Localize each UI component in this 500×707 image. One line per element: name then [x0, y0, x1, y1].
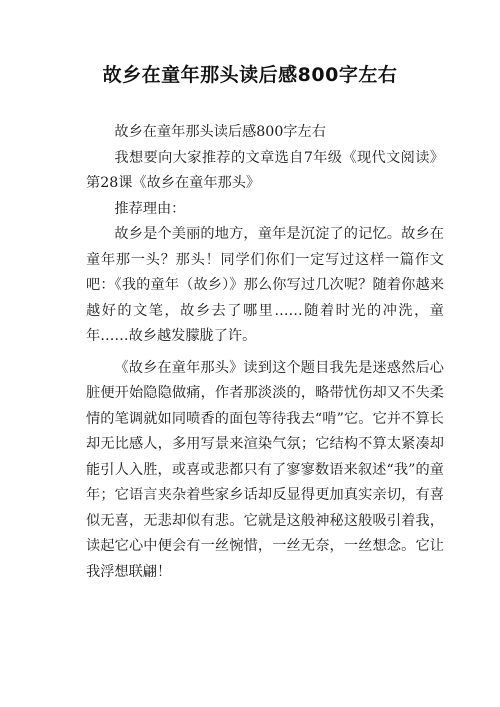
paragraph-recommendation-source: 我想要向大家推荐的文章选自7年级《现代文阅读》第28课《故乡在童年那头》: [86, 149, 444, 191]
paragraph-reason-heading: 推荐理由：: [114, 200, 186, 217]
paragraph-subtitle: 故乡在童年那头读后感800字左右: [114, 124, 326, 140]
document-title: 故乡在童年那头读后感800字左右: [102, 64, 398, 86]
paragraph-hometown-intro: 故乡是个美丽的地方，童年是沉淀了的记忆。故乡在童年那一头？那头！同学们你们一定写过这样一篇作文吧：《我的童年（故乡）》那么你写过几次呢？随着你越来越好的文笔，故乡去了哪里……随着时光的冲洗，童年……故乡越发朦胧了许。: [86, 226, 444, 344]
paragraph-article-review: 《故乡在童年那头》读到这个题目我先是迷惑然后心脏便开始隐隐做痛，作者那淡淡的，略带忧伤却又不失柔情的笔调就如同喷香的面包等待我去“啃”它。它并不算长却无比感人，多用写景来渲染气氛；它结构不算太紧凑却能引人入胜，或喜或悲都只有了寥寥数语来叙述“我”的童年；它语言夹杂着些家乡话却反显得更加真实亲切，有喜似无喜，无悲却似有悲。它就是这般神秘这般吸引着我，读起它心中便会有一丝惋惜，一丝无奈，一丝想念。它让我浮想联翩！: [86, 359, 444, 580]
document-body: [86, 120, 444, 585]
